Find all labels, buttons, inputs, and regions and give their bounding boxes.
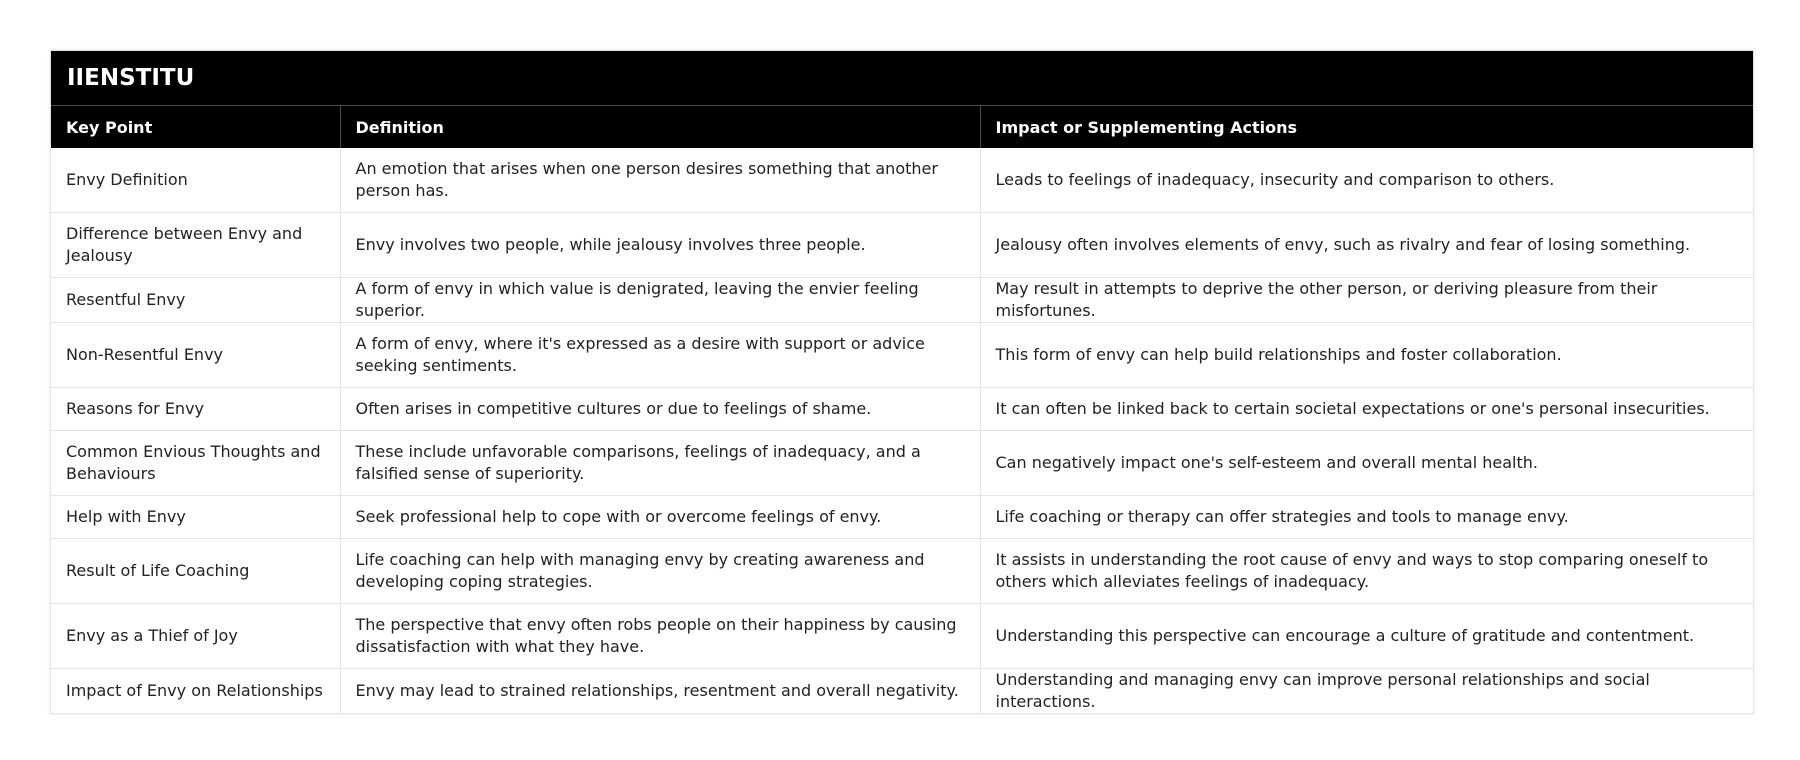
definition-cell: An emotion that arises when one person desires something that another person has. [340, 148, 980, 213]
impact-cell: This form of envy can help build relationships and foster collaboration. [980, 323, 1753, 388]
impact-cell: Jealousy often involves elements of envy, such as rivalry and fear of losing something. [980, 213, 1753, 278]
key-point-cell: Impact of Envy on Relationships [51, 669, 340, 714]
table-row [51, 669, 1753, 714]
definition-cell: Seek professional help to cope with or overcome feelings of envy. [340, 496, 980, 539]
column-header-key-point: Key Point [51, 106, 340, 148]
column-header-impact: Impact or Supplementing Actions [980, 106, 1753, 148]
impact-cell: Leads to feelings of inadequacy, insecurity and comparison to others. [980, 148, 1753, 213]
impact-cell: It assists in understanding the root cause of envy and ways to stop comparing oneself to others which alleviates feelings of inadequacy. [980, 539, 1753, 604]
key-point-cell: Envy Definition [51, 148, 340, 213]
definition-cell: Life coaching can help with managing envy by creating awareness and developing coping strategies. [340, 539, 980, 604]
table-row [51, 278, 1753, 323]
table-title: IIENSTITU [51, 51, 1753, 106]
definition-cell: These include unfavorable comparisons, feelings of inadequacy, and a falsified sense of superiority. [340, 431, 980, 496]
key-point-cell: Reasons for Envy [51, 388, 340, 431]
impact-cell: Understanding and managing envy can improve personal relationships and social interactions. [995, 670, 1650, 711]
definition-cell: Often arises in competitive cultures or due to feelings of shame. [340, 388, 980, 431]
impact-cell: It can often be linked back to certain societal expectations or one's personal insecurities. [980, 388, 1753, 431]
table-row [51, 323, 1753, 388]
impact-cell: May result in attempts to deprive the other person, or deriving pleasure from their misfortunes. [980, 278, 1753, 323]
table-header-row [51, 106, 1753, 148]
table-row [51, 604, 1753, 669]
key-point-cell: Difference between Envy and Jealousy [51, 213, 340, 278]
definition-cell: The perspective that envy often robs people on their happiness by causing dissatisfaction with what they have. [340, 604, 980, 669]
table-row [51, 539, 1753, 604]
key-point-cell: Common Envious Thoughts and Behaviours [51, 431, 340, 496]
table-row [51, 388, 1753, 431]
key-point-cell: Non-Resentful Envy [51, 323, 340, 388]
key-point-cell: Resentful Envy [51, 278, 340, 323]
key-point-cell: Envy as a Thief of Joy [51, 604, 340, 669]
key-point-cell: Help with Envy [51, 496, 340, 539]
column-header-definition: Definition [340, 106, 980, 148]
definition-cell: A form of envy in which value is denigrated, leaving the envier feeling superior. [340, 278, 980, 323]
impact-cell: Can negatively impact one's self-esteem and overall mental health. [980, 431, 1753, 496]
table-row [51, 148, 1753, 213]
envy-table-card [50, 50, 1754, 714]
definition-cell: Envy may lead to strained relationships, resentment and overall negativity. [340, 669, 980, 714]
definition-cell: Envy involves two people, while jealousy involves three people. [340, 213, 980, 278]
table-row [51, 213, 1753, 278]
definition-cell: A form of envy, where it's expressed as a desire with support or advice seeking sentiments. [340, 323, 980, 388]
impact-cell: Understanding this perspective can encourage a culture of gratitude and contentment. [980, 604, 1753, 669]
key-point-cell: Result of Life Coaching [51, 539, 340, 604]
table-row [51, 431, 1753, 496]
table-row [51, 496, 1753, 539]
impact-cell: Life coaching or therapy can offer strategies and tools to manage envy. [980, 496, 1753, 539]
envy-table [51, 106, 1753, 713]
